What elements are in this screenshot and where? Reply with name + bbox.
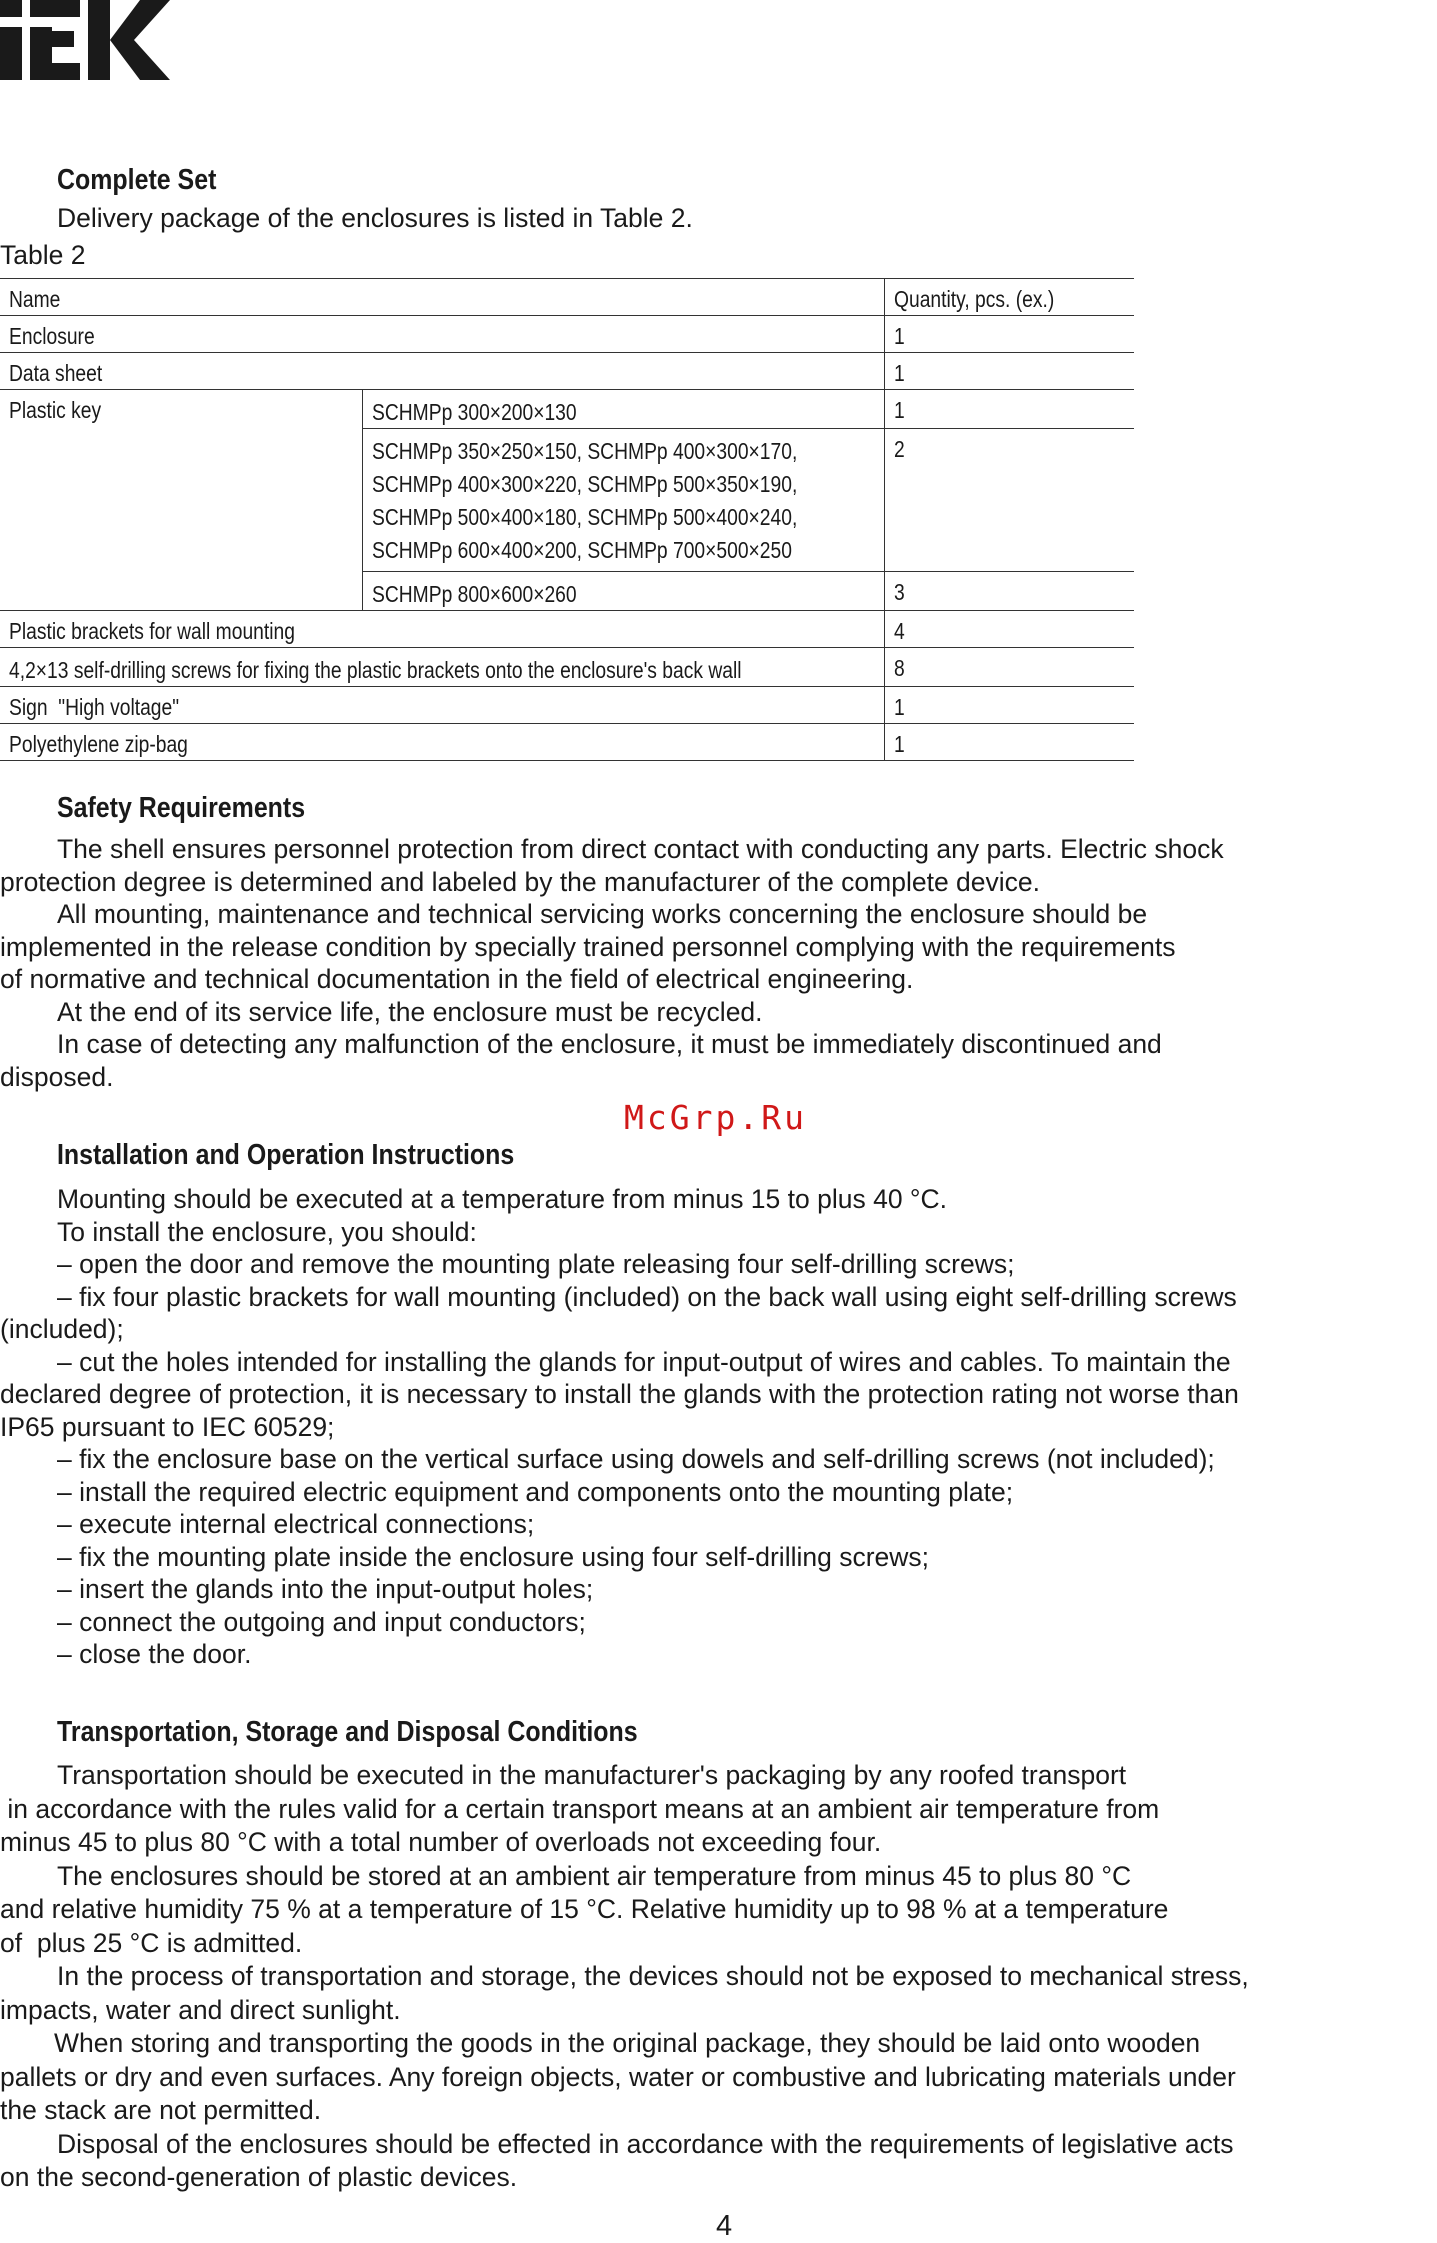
table-row: Data sheet 1	[0, 353, 1134, 390]
table-row: Plastic key SCHMPp 300×200×130 1	[0, 390, 1134, 429]
table-row: Polyethylene zip-bag 1	[0, 724, 1134, 761]
header-qty: Quantity, pcs. (ex.)	[893, 286, 1054, 312]
transport-text: Transportation should be executed in the manufacturer's packaging by any roofed transport in accordance with the rules valid for a certain transport means at an ambient air temperature from minus 45 to plus 80 °C with a total number of overloads not exceeding four. The enclosures should be stored at an ambient air temperature from minus 45 to plus 80 °C and relative humidity 75 % at a temperature of 15 °C. Relative humidity up to 98 % at a temperature of plus 25 °C is admitted. In the process of transportation and storage, the devices should not be exposed to mechanical stress, impacts, water and direct sunlight. When storing and transporting the goods in the original package, they should be laid onto wooden pallets or dry and even surfaces. Any foreign objects, water or combustive and lubricating materials under the stack are not permitted. Disposal of the enclosures should be effected in accordance with the requirements of legislative acts on the second-generation of plastic devices.	[0, 1760, 1249, 2192]
safety-heading: Safety Requirements	[57, 792, 306, 824]
table-row: SCHMPp 350×250×150, SCHMPp 400×300×170, SCHMPp 400×300×220, SCHMPp 500×350×190, SCHMPp 500×400×180, SCHMPp 500×400×240, SCHMPp 600×400×200, SCHMPp 700×500×250 2	[0, 429, 1134, 572]
complete-set-heading: Complete Set	[57, 164, 217, 196]
iek-logo	[0, 0, 172, 80]
delivery-table	[0, 278, 1134, 761]
table-row: Plastic brackets for wall mounting 4	[0, 611, 1134, 648]
table-row: Enclosure 1	[0, 316, 1134, 353]
safety-text: The shell ensures personnel protection from direct contact with conducting any parts. Electric shock protection degree is determined and labeled by the manufacturer of the complete device. All mounting, maintenance and technical servicing works concerning the enclosure should be implemented in the release condition by specially trained personnel complying with the requirements of normative and technical documentation in the field of electrical engineering. At the end of its service life, the enclosure must be recycled. In case of detecting any malfunction of the enclosure, it must be immediately discontinued and disposed.	[0, 834, 1224, 1092]
table-row: 4,2×13 self-drilling screws for fixing the plastic brackets onto the enclosure's back wall 8	[0, 648, 1134, 687]
table-row: Sign "High voltage" 1	[0, 687, 1134, 724]
table-row: SCHMPp 800×600×260 3	[0, 572, 1134, 611]
table-header-row	[0, 279, 1134, 316]
page-number: 4	[716, 2210, 733, 2242]
table-caption: Table 2	[0, 240, 86, 270]
complete-set-intro: Delivery package of the enclosures is listed in Table 2.	[57, 203, 693, 233]
installation-text: Mounting should be executed at a temperature from minus 15 to plus 40 °C. To install the enclosure, you should: – open the door and remove the mounting plate releasing four self-drilling screws; – fix four plastic brackets for wall mounting (included) on the back wall using eight self-drilling screws (included); – cut the holes intended for installing the glands for input-output of wires and cables. To maintain the declared degree of protection, it is necessary to install the glands with the protection rating not worse than IP65 pursuant to IEC 60529; – fix the enclosure base on the vertical surface using dowels and self-drilling screws (not included); – install the required electric equipment and components onto the mounting plate; – execute internal electrical connections; – fix the mounting plate inside the enclosure using four self-drilling screws; – insert the glands into the input-output holes; – connect the outgoing and input conductors; – close the door.	[0, 1184, 1239, 1669]
watermark: McGrp.Ru	[624, 1098, 807, 1137]
header-name: Name	[9, 286, 61, 312]
transport-heading: Transportation, Storage and Disposal Conditions	[57, 1716, 638, 1748]
installation-heading: Installation and Operation Instructions	[57, 1139, 515, 1171]
